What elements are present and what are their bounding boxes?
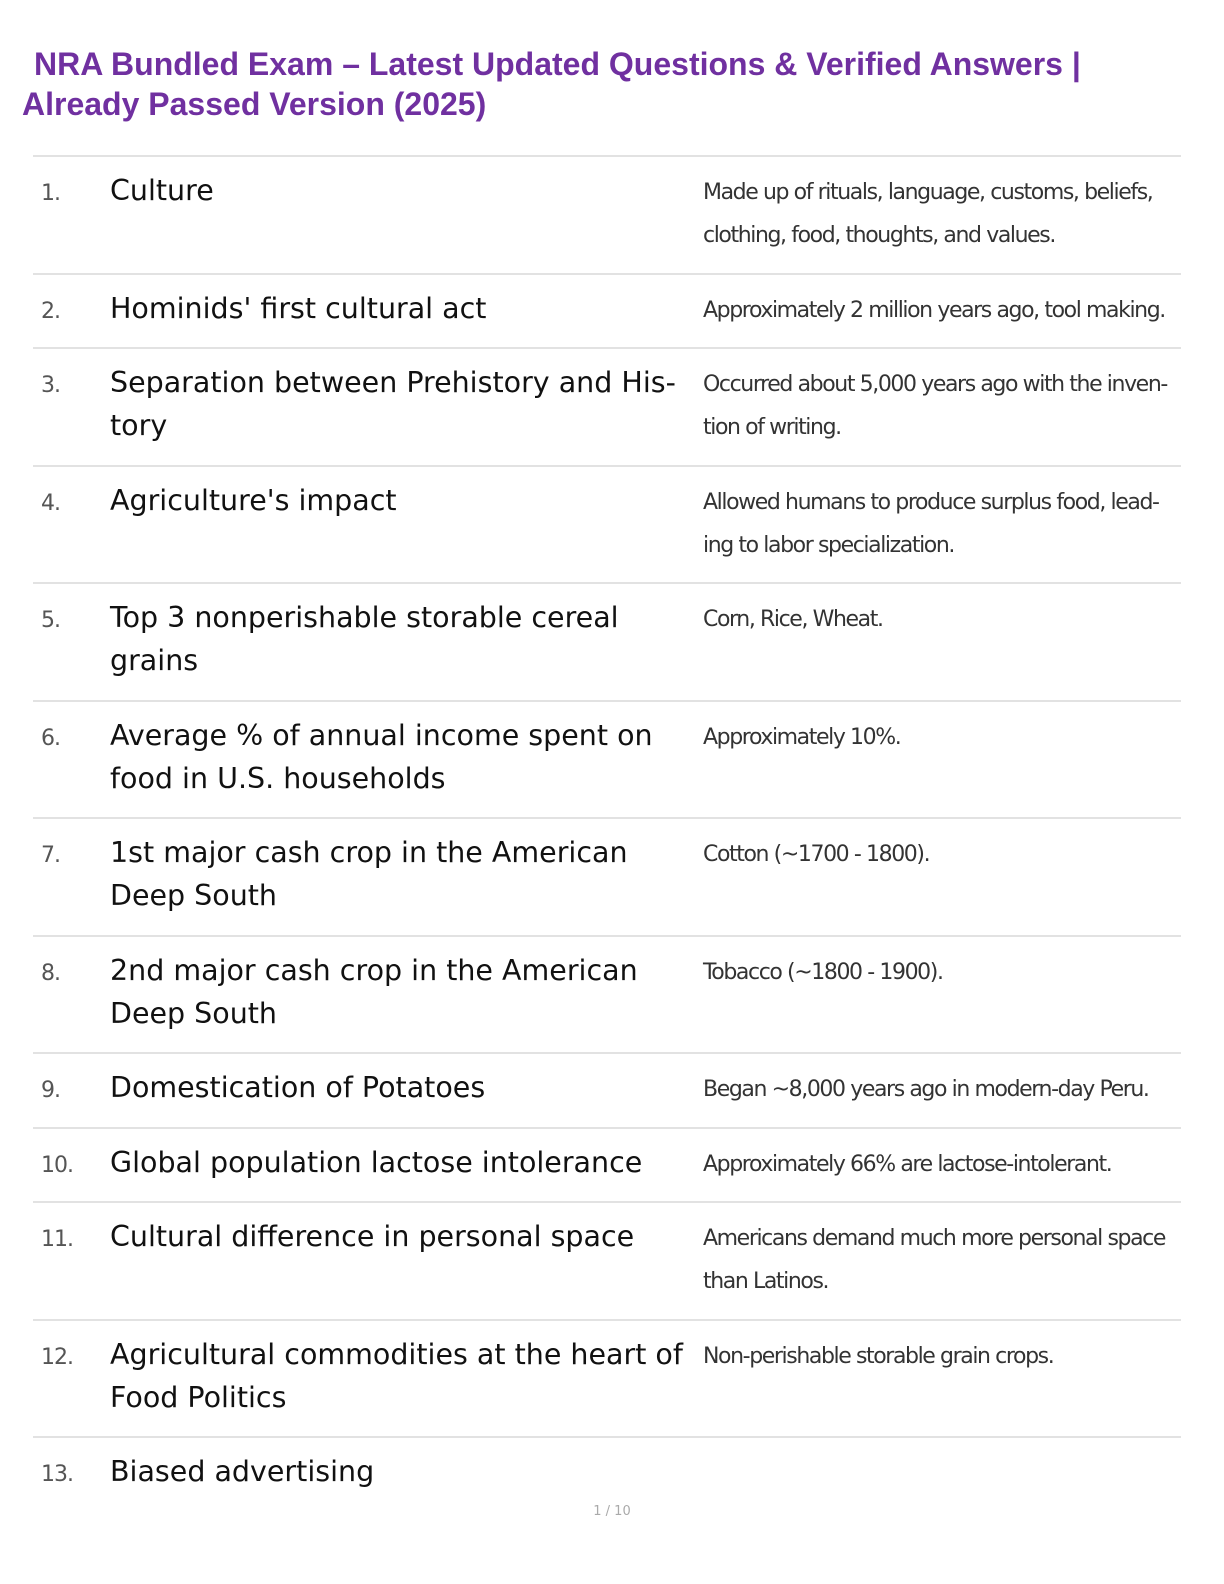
item-number: 10. bbox=[41, 1152, 73, 1178]
item-term: Cultural difference in personal space bbox=[110, 1220, 635, 1253]
item-number: 12. bbox=[41, 1344, 73, 1370]
item-term: Biased advertising bbox=[110, 1455, 375, 1488]
item-term: Global population lactose intolerance bbox=[110, 1145, 643, 1179]
item-definition: Approximately 10%. bbox=[703, 724, 901, 750]
item-term: Top 3 nonperishable storable cereal grains bbox=[110, 601, 619, 677]
qa-item bbox=[33, 349, 1181, 467]
qa-list bbox=[33, 155, 1181, 1518]
item-number: 3. bbox=[41, 373, 60, 398]
qa-item bbox=[33, 702, 1181, 820]
qa-item bbox=[33, 157, 1181, 275]
qa-item bbox=[33, 584, 1181, 702]
item-number: 1. bbox=[41, 181, 60, 206]
item-definition: Approximately 66% are lactose-intolerant. bbox=[703, 1151, 1112, 1177]
qa-item bbox=[33, 1054, 1181, 1129]
item-definition: Occurred about 5,000 years ago with the inven- tion of writing. bbox=[703, 372, 1167, 440]
item-number: 6. bbox=[41, 725, 60, 751]
item-term: Culture bbox=[110, 174, 214, 207]
qa-item bbox=[33, 467, 1181, 585]
item-definition: Corn, Rice, Wheat. bbox=[703, 607, 883, 632]
item-number: 5. bbox=[41, 608, 60, 633]
item-term: Separation between Prehistory and His- tory bbox=[110, 366, 676, 442]
item-term: Hominids' first cultural act bbox=[110, 291, 487, 325]
item-term: 1st major cash crop in the American Deep South bbox=[110, 836, 628, 912]
item-term: Average % of annual income spent on food in U.S. households bbox=[110, 718, 653, 795]
item-number: 9. bbox=[41, 1078, 60, 1103]
item-definition: Approximately 2 million years ago, tool making. bbox=[703, 297, 1165, 323]
item-term: Agriculture's impact bbox=[110, 483, 397, 517]
item-term: 2nd major cash crop in the American Deep South bbox=[110, 953, 638, 1030]
item-definition: Americans demand much more personal space than Latinos. bbox=[703, 1226, 1165, 1294]
qa-item bbox=[33, 275, 1181, 350]
qa-item bbox=[33, 1203, 1181, 1321]
item-definition: Non-perishable storable grain crops. bbox=[703, 1343, 1054, 1369]
item-definition: Made up of rituals, language, customs, beliefs, clothing, food, thoughts, and values. bbox=[703, 180, 1153, 248]
page-number: 1 / 10 bbox=[593, 1504, 631, 1519]
item-definition: Cotton (~1700 - 1800). bbox=[703, 842, 930, 867]
item-definition: Allowed humans to produce surplus food, lead- ing to labor specialization. bbox=[703, 489, 1159, 558]
item-definition: Tobacco (~1800 - 1900). bbox=[703, 959, 943, 985]
item-number: 11. bbox=[41, 1227, 73, 1252]
item-number: 2. bbox=[41, 298, 60, 324]
item-term: Agricultural commodities at the heart of Food Politics bbox=[110, 1337, 683, 1414]
qa-item bbox=[33, 819, 1181, 937]
item-definition: Began ~8,000 years ago in modern-day Peru. bbox=[703, 1077, 1149, 1102]
document-title bbox=[22, 44, 1212, 124]
qa-item bbox=[33, 937, 1181, 1055]
document-title-line-1: NRA Bundled Exam – Latest Updated Questions & Verified Answers | bbox=[34, 46, 1081, 82]
item-number: 4. bbox=[41, 490, 60, 516]
item-number: 8. bbox=[41, 960, 60, 986]
item-term: Domestication of Potatoes bbox=[110, 1071, 486, 1104]
item-number: 7. bbox=[41, 843, 60, 868]
qa-item bbox=[33, 1129, 1181, 1204]
qa-item bbox=[33, 1321, 1181, 1439]
item-number: 13. bbox=[41, 1462, 73, 1487]
document-title-line-2: Already Passed Version (2025) bbox=[22, 86, 487, 122]
